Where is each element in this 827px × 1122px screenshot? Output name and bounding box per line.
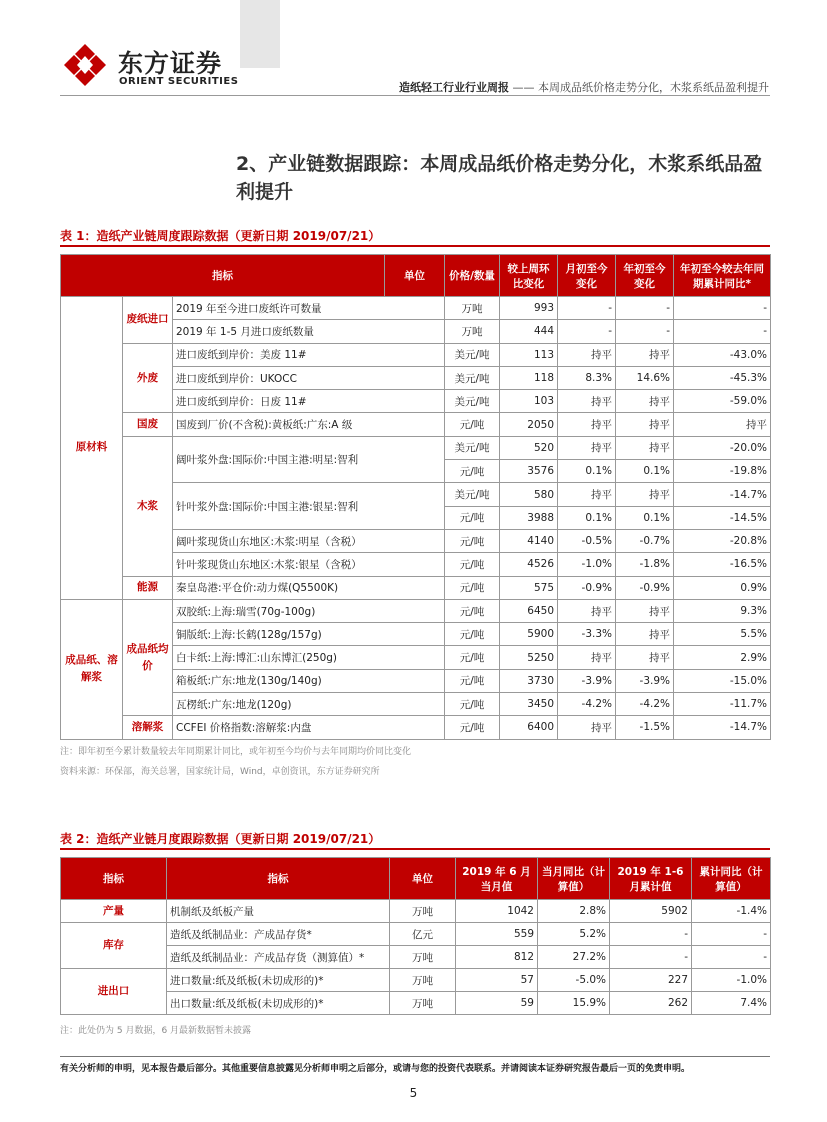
subgroup-label: 外废 [123,343,173,413]
value-cell: -1.8% [616,553,674,576]
value-cell: 7.4% [692,992,771,1015]
indicator-name: 秦皇岛港:平仓价:动力煤(Q5500K) [173,576,445,599]
value-cell: 3730 [500,669,558,692]
report-subtitle: —— 本周成品纸价格走势分化，木浆系纸品盈利提升 [512,81,769,94]
value-cell: -15.0% [674,669,771,692]
table2-caption-rule [60,848,770,850]
unit-cell: 元/吨 [445,623,500,646]
table-row [61,969,771,992]
value-cell: 1042 [456,900,538,923]
value-cell: -3.9% [616,669,674,692]
footer-disclaimer: 有关分析师的申明，见本报告最后部分。其他重要信息披露见分析师申明之后部分，或请与您的投资代表联系。并请阅读本证券研究报告最后一页的免责申明。 [60,1064,691,1074]
value-cell: 2050 [500,413,558,436]
value-cell: 118 [500,366,558,389]
header-rule [60,95,770,96]
value-cell: 3450 [500,693,558,716]
value-cell: 57 [456,969,538,992]
indicator-name: 白卡纸:上海:博汇:山东博汇(250g) [173,646,445,669]
value-cell: 0.1% [558,460,616,483]
unit-cell: 万吨 [390,992,456,1015]
col-header: 年初至今较去年同期累计同比* [674,255,771,297]
value-cell: -3.9% [558,669,616,692]
unit-cell: 元/吨 [445,646,500,669]
value-cell: -0.5% [558,529,616,552]
unit-cell: 万吨 [390,900,456,923]
value-cell: 持平 [616,413,674,436]
value-cell: -4.2% [616,693,674,716]
unit-cell: 元/吨 [445,669,500,692]
value-cell: -14.7% [674,483,771,506]
col-header: 指标 [61,255,385,297]
value-cell: 持平 [558,599,616,622]
indicator-name: 机制纸及纸板产量 [167,900,390,923]
indicator-name: 阔叶浆现货山东地区:木浆:明星（含税） [173,529,445,552]
unit-cell: 元/吨 [445,553,500,576]
value-cell: - [692,946,771,969]
value-cell: 993 [500,297,558,320]
value-cell: -16.5% [674,553,771,576]
unit-cell: 万吨 [445,320,500,343]
table-header-row [61,858,771,900]
table1-caption: 表 1：造纸产业链周度跟踪数据（更新日期 2019/07/21） [60,229,381,243]
group-label: 进出口 [61,969,167,1015]
table1-source: 资料来源：环保部，海关总署，国家统计局，Wind，卓创资讯，东方证券研究所 [60,767,380,777]
value-cell: 5250 [500,646,558,669]
value-cell: - [610,923,692,946]
value-cell: 227 [610,969,692,992]
unit-cell: 万吨 [390,946,456,969]
footer-rule [60,1056,770,1057]
unit-cell: 元/吨 [445,529,500,552]
table-row [61,923,771,946]
group-label: 原材料 [61,297,123,600]
col-header: 当月同比（计算值） [538,858,610,900]
value-cell: -1.5% [616,716,674,739]
value-cell: 27.2% [538,946,610,969]
indicator-name: 造纸及纸制品业：产成品存货（测算值）* [167,946,390,969]
value-cell: -19.8% [674,460,771,483]
table-row [61,343,771,366]
table-row [61,900,771,923]
col-header: 2019 年 1-6 月累计值 [610,858,692,900]
indicator-name: 双胶纸:上海:瑞雪(70g-100g) [173,599,445,622]
unit-cell: 元/吨 [445,576,500,599]
unit-cell: 美元/吨 [445,366,500,389]
unit-cell: 元/吨 [445,460,500,483]
report-header [399,79,769,95]
value-cell: 8.3% [558,366,616,389]
col-header: 月初至今变化 [558,255,616,297]
table1-caption-rule [60,245,770,247]
value-cell: - [616,320,674,343]
subgroup-label: 溶解浆 [123,716,173,739]
table1-note: 注：即年初至今累计数量较去年同期累计同比，或年初至今均价与去年同期均价同比变化 [60,747,412,757]
value-cell: 持平 [558,390,616,413]
value-cell: 6400 [500,716,558,739]
value-cell: -20.8% [674,529,771,552]
unit-cell: 美元/吨 [445,343,500,366]
value-cell: 103 [500,390,558,413]
value-cell: 持平 [558,343,616,366]
table-row [61,576,771,599]
value-cell: 持平 [616,343,674,366]
value-cell: -45.3% [674,366,771,389]
col-header: 年初至今变化 [616,255,674,297]
value-cell: 持平 [558,646,616,669]
section-heading: 2、产业链数据跟踪：本周成品纸价格走势分化，木浆系纸品盈利提升 [236,153,763,203]
col-header: 价格/数量 [445,255,500,297]
value-cell: -4.2% [558,693,616,716]
indicator-name: 阔叶浆外盘:国际价:中国主港:明星:智利 [173,436,445,483]
value-cell: -0.9% [558,576,616,599]
value-cell: 559 [456,923,538,946]
value-cell: - [674,320,771,343]
unit-cell: 元/吨 [445,716,500,739]
col-header: 单位 [390,858,456,900]
value-cell: 4140 [500,529,558,552]
value-cell: 15.9% [538,992,610,1015]
indicator-name: 造纸及纸制品业：产成品存货* [167,923,390,946]
unit-cell: 美元/吨 [445,390,500,413]
table-row [61,297,771,320]
value-cell: 113 [500,343,558,366]
value-cell: 0.1% [558,506,616,529]
unit-cell: 亿元 [390,923,456,946]
subgroup-label: 废纸进口 [123,297,173,344]
indicator-name: 铜版纸:上海:长鹤(128g/157g) [173,623,445,646]
table-row [61,716,771,739]
logo-chinese-name: 东方证券 [118,49,223,78]
four-diamond-logo-icon [62,42,108,88]
indicator-name: 进口废纸到岸价：美废 11# [173,343,445,366]
value-cell: 59 [456,992,538,1015]
unit-cell: 万吨 [445,297,500,320]
subgroup-label: 国废 [123,413,173,436]
group-label: 成品纸、溶解浆 [61,599,123,739]
indicator-name: 针叶浆现货山东地区:木浆:银星（含税） [173,553,445,576]
value-cell: 4526 [500,553,558,576]
value-cell: -0.7% [616,529,674,552]
value-cell: 持平 [558,436,616,459]
value-cell: 520 [500,436,558,459]
value-cell: -20.0% [674,436,771,459]
group-label: 产量 [61,900,167,923]
indicator-name: CCFEI 价格指数:溶解浆:内盘 [173,716,445,739]
subgroup-label: 成品纸均价 [123,599,173,715]
value-cell: - [558,320,616,343]
value-cell: -59.0% [674,390,771,413]
table-row [61,946,771,969]
value-cell: 持平 [616,623,674,646]
value-cell: -1.4% [692,900,771,923]
value-cell: 2.9% [674,646,771,669]
value-cell: 0.1% [616,460,674,483]
indicator-name: 针叶浆外盘:国际价:中国主港:银星:智利 [173,483,445,530]
value-cell: -0.9% [616,576,674,599]
value-cell: 3576 [500,460,558,483]
indicator-name: 进口废纸到岸价：UKOCC [173,366,445,389]
value-cell: -1.0% [558,553,616,576]
value-cell: 持平 [558,483,616,506]
unit-cell: 美元/吨 [445,436,500,459]
value-cell: - [674,297,771,320]
unit-cell: 美元/吨 [445,483,500,506]
indicator-name: 2019 年 1-5 月进口废纸数量 [173,320,445,343]
value-cell: 580 [500,483,558,506]
indicator-name: 进口废纸到岸价：日废 11# [173,390,445,413]
value-cell: 3988 [500,506,558,529]
value-cell: 9.3% [674,599,771,622]
table-row [61,992,771,1015]
header-decoration [240,0,280,68]
value-cell: -1.0% [692,969,771,992]
indicator-name: 箱板纸:广东:地龙(130g/140g) [173,669,445,692]
indicator-name: 出口数量:纸及纸板(未切成形的)* [167,992,390,1015]
unit-cell: 元/吨 [445,599,500,622]
value-cell: -5.0% [538,969,610,992]
value-cell: - [610,946,692,969]
value-cell: 812 [456,946,538,969]
value-cell: 262 [610,992,692,1015]
unit-cell: 元/吨 [445,506,500,529]
value-cell: 444 [500,320,558,343]
monthly-tracking-table [60,857,771,1015]
value-cell: 持平 [616,483,674,506]
value-cell: -43.0% [674,343,771,366]
value-cell: 持平 [616,599,674,622]
value-cell: 14.6% [616,366,674,389]
value-cell: 持平 [558,413,616,436]
value-cell: 575 [500,576,558,599]
value-cell: 0.1% [616,506,674,529]
table-header-row [61,255,771,297]
col-header: 2019 年 6 月当月值 [456,858,538,900]
unit-cell: 元/吨 [445,693,500,716]
table2-caption: 表 2：造纸产业链月度跟踪数据（更新日期 2019/07/21） [60,832,381,846]
page-number: 5 [409,1086,418,1100]
value-cell: 5.5% [674,623,771,646]
table-row [61,436,771,459]
indicator-name: 2019 年至今进口废纸许可数量 [173,297,445,320]
value-cell: - [616,297,674,320]
value-cell: -3.3% [558,623,616,646]
value-cell: 持平 [616,436,674,459]
value-cell: 2.8% [538,900,610,923]
value-cell: 5900 [500,623,558,646]
value-cell: 5.2% [538,923,610,946]
subgroup-label: 木浆 [123,436,173,576]
unit-cell: 万吨 [390,969,456,992]
weekly-tracking-table [60,254,771,740]
col-header: 指标 [167,858,390,900]
logo-english-name: ORIENT SECURITIES [119,76,239,87]
table-row [61,599,771,622]
group-label: 库存 [61,923,167,969]
subgroup-label: 能源 [123,576,173,599]
value-cell: 持平 [674,413,771,436]
unit-cell: 元/吨 [445,413,500,436]
value-cell: 持平 [616,390,674,413]
value-cell: 6450 [500,599,558,622]
indicator-name: 国废到厂价(不含税):黄板纸:广东:A 级 [173,413,445,436]
table-row [61,413,771,436]
table2-note: 注：此处仍为 5 月数据，6 月最新数据暂未披露 [60,1026,252,1036]
report-type: 造纸轻工行业行业周报 [399,81,509,94]
value-cell: -14.7% [674,716,771,739]
value-cell: 5902 [610,900,692,923]
value-cell: 持平 [616,646,674,669]
col-header: 较上周环比变化 [500,255,558,297]
indicator-name: 瓦楞纸:广东:地龙(120g) [173,693,445,716]
value-cell: - [692,923,771,946]
value-cell: - [558,297,616,320]
value-cell: 持平 [558,716,616,739]
col-header: 单位 [385,255,445,297]
indicator-name: 进口数量:纸及纸板(未切成形的)* [167,969,390,992]
value-cell: -14.5% [674,506,771,529]
col-header: 累计同比（计算值） [692,858,771,900]
value-cell: 0.9% [674,576,771,599]
value-cell: -11.7% [674,693,771,716]
col-header: 指标 [61,858,167,900]
